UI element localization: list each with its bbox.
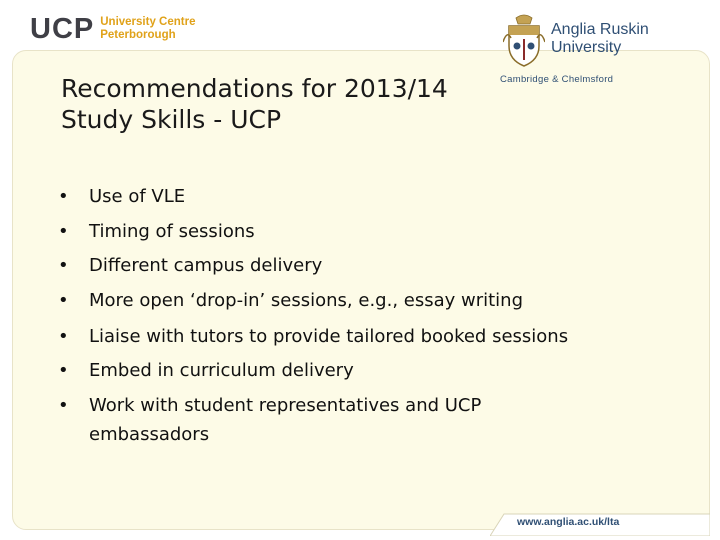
campus-location: Cambridge & Chelmsford bbox=[500, 74, 614, 85]
bullet-dot-icon: • bbox=[58, 255, 69, 276]
bullet-dot-icon: • bbox=[58, 220, 69, 242]
bullet-dot-icon: • bbox=[58, 186, 69, 207]
bullet-item bbox=[56, 391, 559, 449]
ucp-logo-line1: University Centre bbox=[100, 16, 196, 28]
bullet-item bbox=[56, 322, 656, 351]
ucp-logo-text bbox=[100, 14, 195, 42]
bullet-text: Different campus delivery bbox=[89, 255, 323, 276]
anglia-ruskin-logo bbox=[503, 12, 663, 72]
university-crest-icon bbox=[503, 12, 545, 68]
bullet-item bbox=[56, 182, 656, 211]
bullet-text: Liaise with tutors to provide tailored booked sessions bbox=[89, 325, 569, 347]
anglia-ruskin-name bbox=[551, 21, 649, 57]
ucp-logo bbox=[30, 14, 195, 44]
slide-title-line1: Recommendations for 2013/14 bbox=[61, 74, 448, 103]
bullet-dot-icon: • bbox=[58, 289, 69, 311]
bullet-dot-icon: • bbox=[58, 325, 69, 347]
bullet-text: Timing of sessions bbox=[89, 220, 255, 242]
slide-title-line2: Study Skills - UCP bbox=[61, 105, 282, 134]
bullet-text: Work with student representatives and UCP embassadors bbox=[89, 394, 482, 445]
bullet-item bbox=[56, 356, 656, 385]
bullet-item bbox=[56, 251, 656, 280]
bullet-text: Use of VLE bbox=[89, 186, 186, 207]
slide-title bbox=[61, 73, 448, 135]
bullet-text: More open ‘drop-in’ sessions, e.g., essay writing bbox=[89, 289, 524, 311]
ucp-logo-mark bbox=[30, 14, 94, 44]
bullet-dot-icon: • bbox=[58, 394, 69, 416]
aru-name-line1: Anglia Ruskin bbox=[551, 21, 649, 38]
aru-name-line2: University bbox=[551, 39, 622, 56]
bullet-item bbox=[56, 217, 656, 246]
bullet-text: Embed in curriculum delivery bbox=[89, 360, 354, 381]
bullet-list bbox=[56, 182, 656, 454]
footer-url: www.anglia.ac.uk/lta bbox=[517, 516, 620, 528]
ucp-logo-line2: Peterborough bbox=[100, 29, 176, 41]
ucp-logo-letters: UCP bbox=[30, 13, 95, 45]
bullet-item bbox=[56, 286, 656, 315]
bullet-dot-icon: • bbox=[58, 360, 69, 381]
